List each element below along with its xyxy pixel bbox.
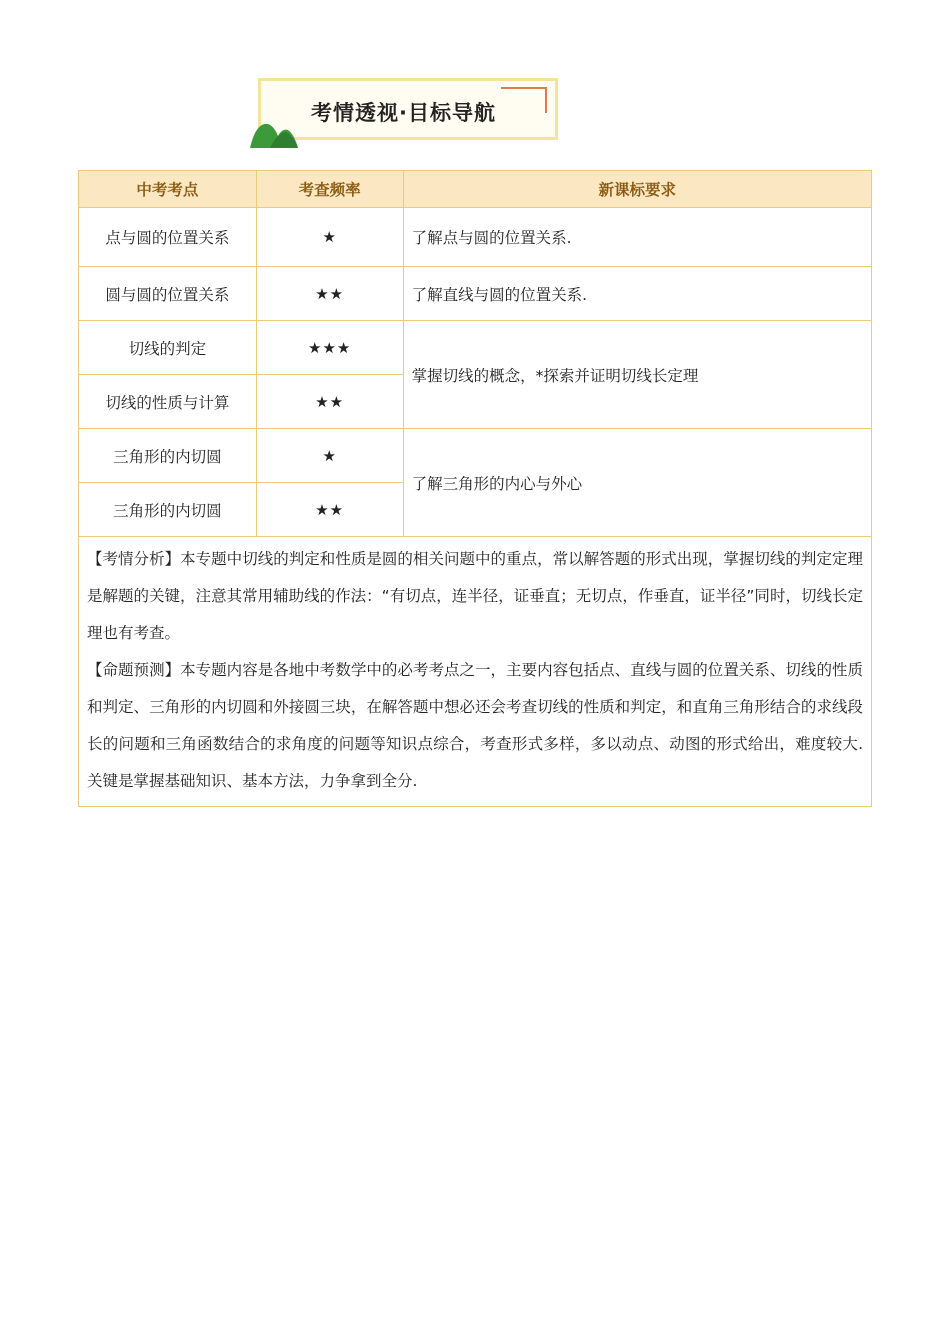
exam-points-table bbox=[78, 170, 872, 807]
prediction-text: 【命题预测】本专题内容是各地中考数学中的必考考点之一，主要内容包括点、直线与圆的位置关系、切线的性质和判定、三角形的内切圆和外接圆三块，在解答题中想必还会考查切线的性质和判定，和直角三角形结合的求线段长的问题和三角函数结合的求角度的问题等知识点综合，考查形式多样，多以动点、动图的形式给出，难度较大.关键是掌握基础知识、基本方法，力争拿到全分. bbox=[87, 661, 863, 790]
exam-analysis-text: 【考情分析】本专题中切线的判定和性质是圆的相关问题中的重点，常以解答题的形式出现，掌握切线的判定定理是解题的关键，注意其常用辅助线的作法：“有切点，连半径，证垂直；无切点，作垂直，证半径”同时，切线长定理也有考查。 bbox=[87, 550, 863, 642]
topic-cell: 圆与圆的位置关系 bbox=[79, 267, 257, 321]
banner-title: 考情透视·目标导航 bbox=[311, 101, 496, 125]
requirement-cell: 了解点与圆的位置关系. bbox=[403, 208, 871, 267]
section-banner bbox=[250, 78, 560, 148]
table-row bbox=[79, 267, 872, 321]
header-requirement: 新课标要求 bbox=[403, 171, 871, 208]
topic-cell: 切线的性质与计算 bbox=[79, 375, 257, 429]
topic-cell: 三角形的内切圆 bbox=[79, 483, 257, 537]
banner-frame bbox=[258, 78, 558, 140]
frequency-cell: ★ bbox=[256, 429, 403, 483]
header-topic: 中考考点 bbox=[79, 171, 257, 208]
frequency-cell: ★ bbox=[256, 208, 403, 267]
frequency-cell: ★★ bbox=[256, 375, 403, 429]
requirement-cell: 掌握切线的概念，*探索并证明切线长定理 bbox=[403, 321, 871, 429]
table-row bbox=[79, 429, 872, 483]
analysis-cell bbox=[79, 537, 872, 807]
banner-accent-line bbox=[501, 87, 547, 89]
topic-cell: 切线的判定 bbox=[79, 321, 257, 375]
topic-cell: 点与圆的位置关系 bbox=[79, 208, 257, 267]
banner-accent-line-side bbox=[545, 87, 547, 113]
header-frequency: 考查频率 bbox=[256, 171, 403, 208]
hills-icon bbox=[250, 118, 300, 148]
frequency-cell: ★★ bbox=[256, 267, 403, 321]
table-row bbox=[79, 208, 872, 267]
requirement-cell: 了解三角形的内心与外心 bbox=[403, 429, 871, 537]
topic-cell: 三角形的内切圆 bbox=[79, 429, 257, 483]
analysis-row bbox=[79, 537, 872, 807]
table-row bbox=[79, 321, 872, 375]
frequency-cell: ★★ bbox=[256, 483, 403, 537]
table-header-row bbox=[79, 171, 872, 208]
frequency-cell: ★★★ bbox=[256, 321, 403, 375]
requirement-cell: 了解直线与圆的位置关系. bbox=[403, 267, 871, 321]
